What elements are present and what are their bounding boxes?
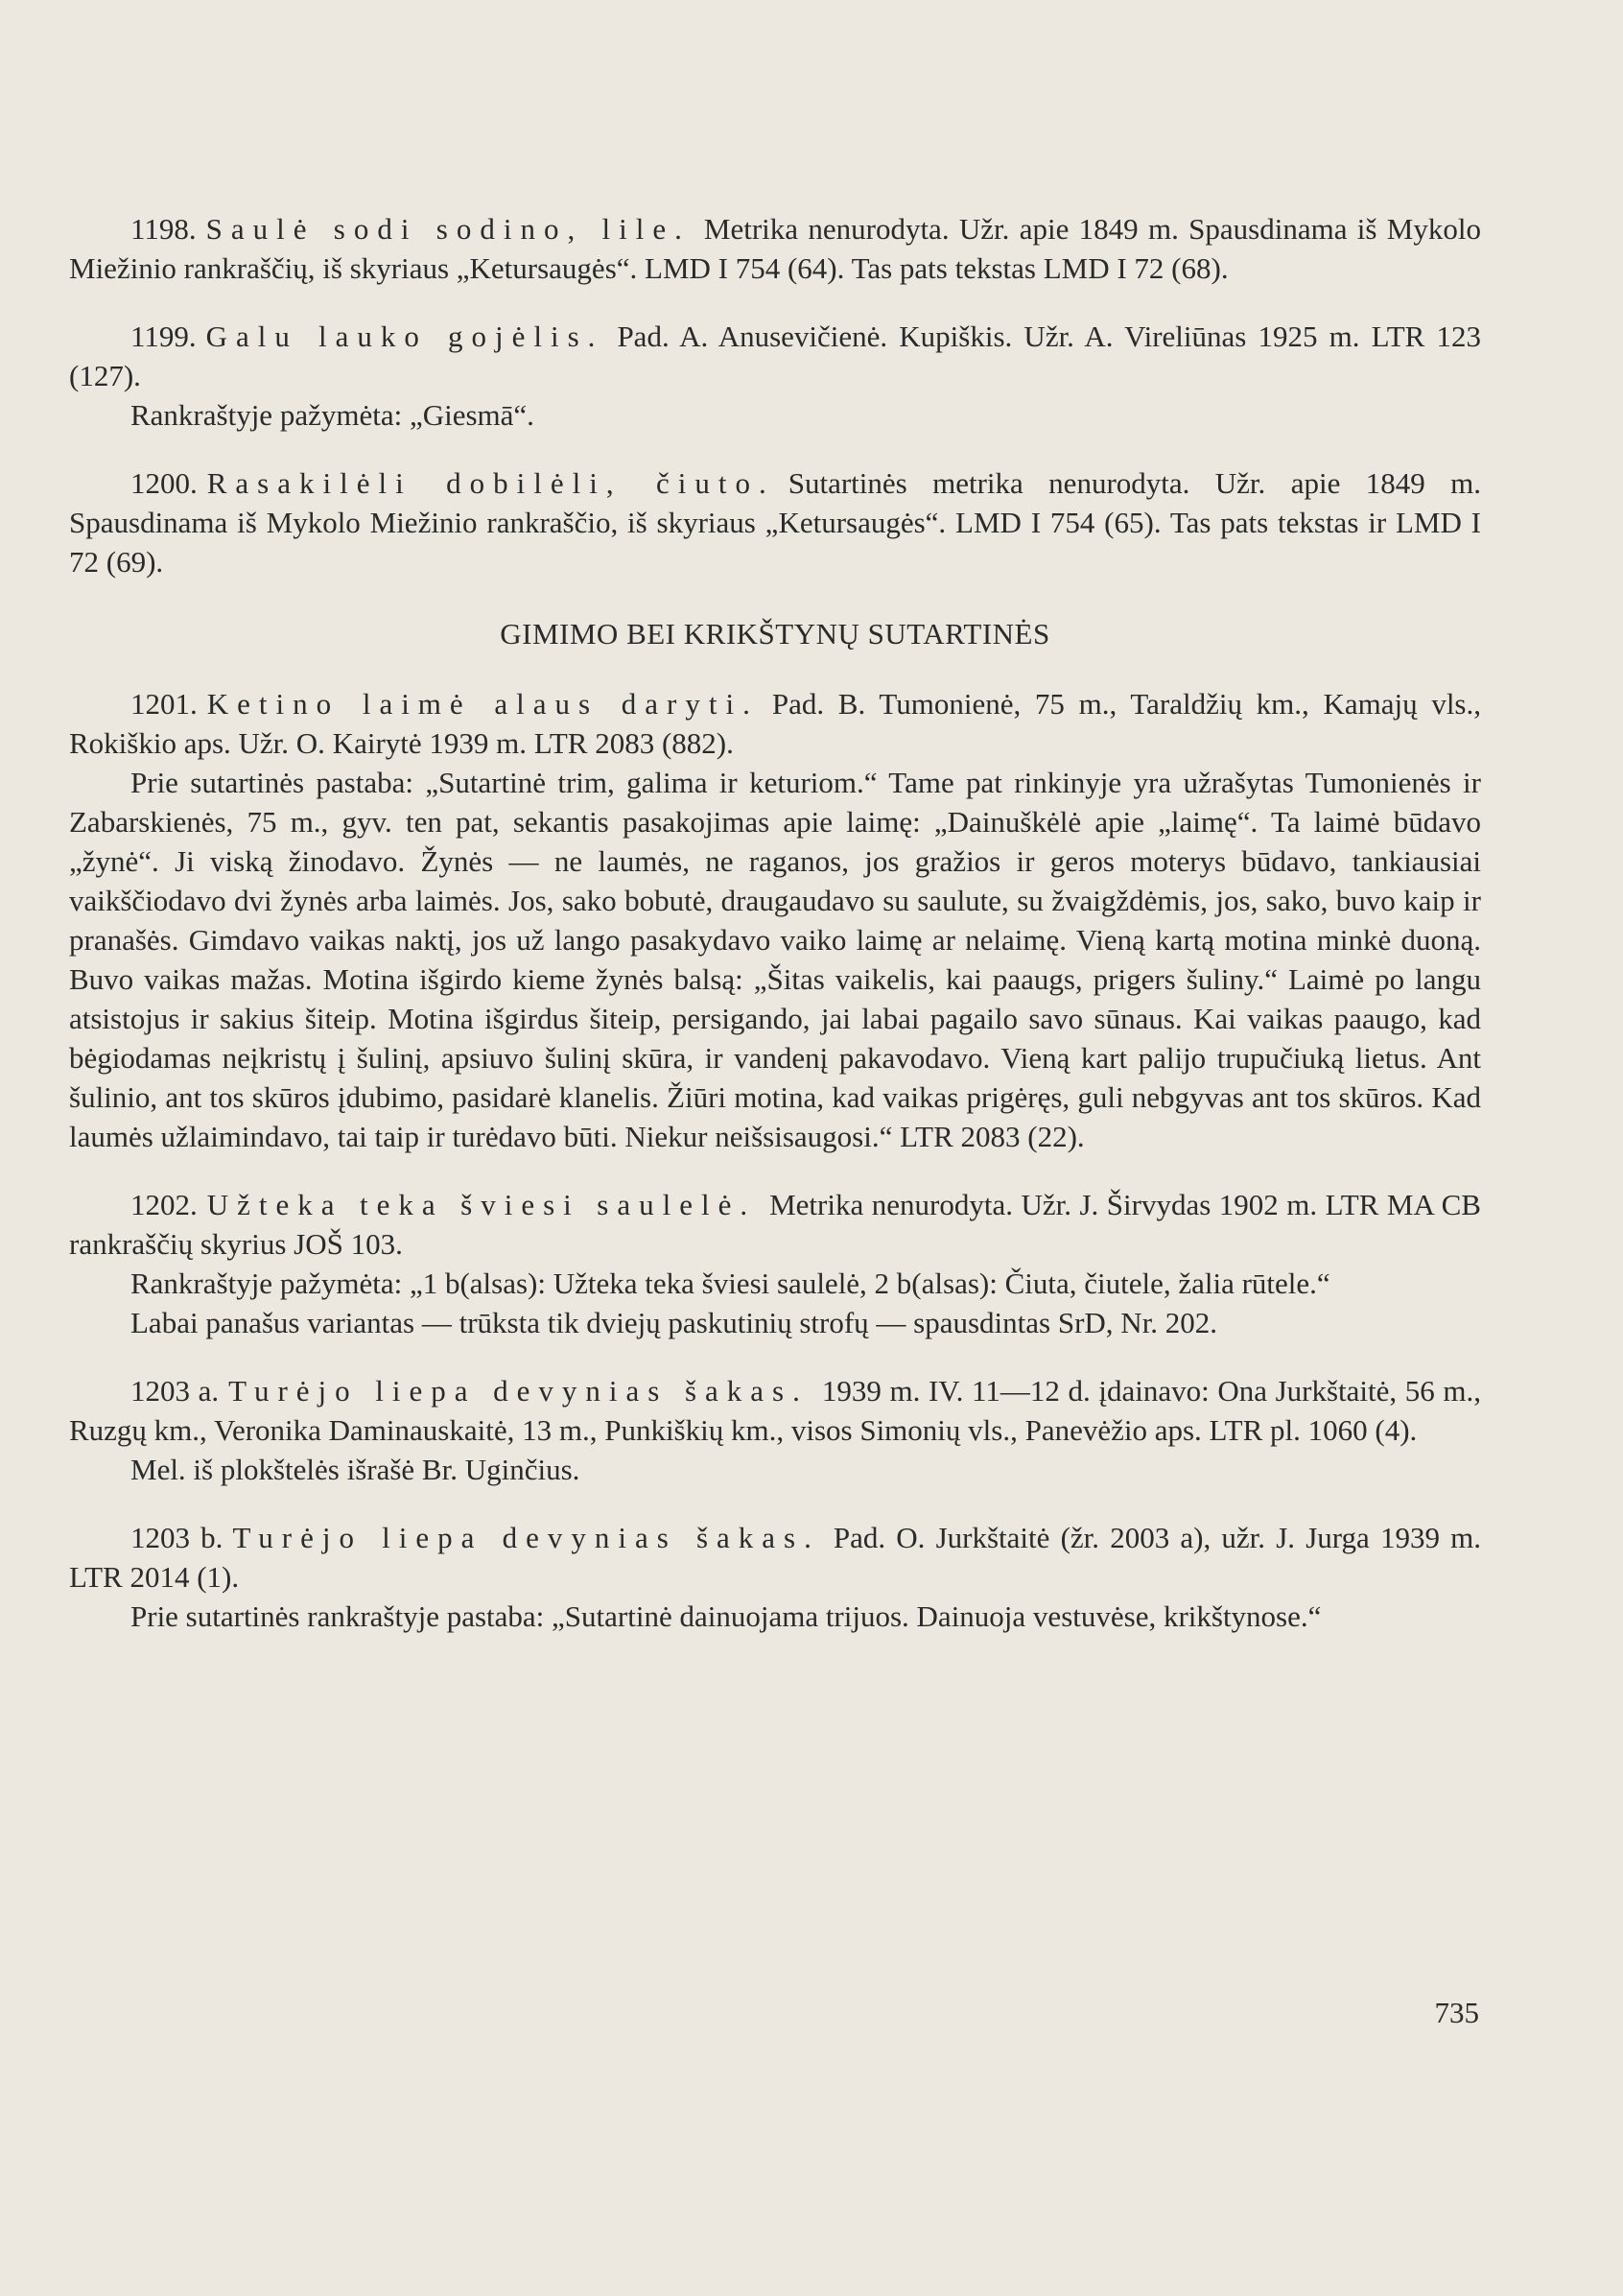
entry-note: Labai panašus variantas — trūksta tik dviejų paskutinių strofų — spausdintas SrD, Nr. 202. <box>130 1306 1218 1339</box>
entry-note: Rankraštyje pažymėta: „1 b(alsas): Užteka teka šviesi saulelė, 2 b(alsas): Čiuta, čiutele, žalia rūtele.“ <box>130 1266 1330 1300</box>
entry-number: 1200. <box>130 466 198 500</box>
entry-number: 1198. <box>130 212 197 246</box>
entry-1200 <box>69 463 1481 581</box>
entry-number: 1202. <box>130 1188 198 1221</box>
entry-note: Prie sutartinės pastaba: „Sutartinė trim, galima ir keturiom.“ Tame pat rinkinyje yra užrašytas Tumonienės ir Zabarskienės, 75 m., gyv. ten pat, sekantis pasakojimas apie laimę: „Dainuškėlė apie „laimę“. Ta laimė būdavo „žynė“. Ji viską žinodavo. Žynės — ne laumės, ne raganos, jos gražios ir geros moterys būdavo, tankiausiai vaikščiodavo dvi žynės arba laimės. Jos, sako bobutė, draugaudavo su saulute, su žvaigždėmis, jos, sako, buvo kaip ir pranašės. Gimdavo vaikas naktį, jos už lango pasakydavo vaiko laimę ar nelaimę. Vieną kartą motina minkė duoną. Buvo vaikas mažas. Motina išgirdo kieme žynės balsą: „Šitas vaikelis, kai paaugs, prigers šuliny.“ Laimė po langu atsistojus ir sakius šiteip. Motina išgirdus šiteip, persigando, jai labai pagailo savo sūnaus. Kai vaikas paaugo, kad bėgiodamas neįkristų į šulinį, apsiuvo šulinį skūra, ir vandenį pakavodavo. Vieną kart palijo trupučiuką lietus. Ant šulinio, ant tos skūros įdubimo, pasidarė klanelis. Žiūri motina, kad vaikas prigėręs, guli nebgyvas ant tos skūros. Kad laumės užlaimindavo, tai taip ir turėdavo būti. Niekur neišsisaugosi.“ LTR 2083 (22). <box>69 766 1481 1153</box>
entry-1198 <box>69 209 1481 288</box>
entry-number: 1199. <box>130 320 197 353</box>
entry-text: 1939 m. IV. 11—12 d. įdainavo: Ona Jurkštaitė, 56 m., Ruzgų km., Veronika Daminauskaitė, 13 m., Punkiškių km., visos Simonių vls., Panevėžio aps. LTR pl. 1060 (4). <box>69 1374 1481 1447</box>
entry-1202 <box>69 1185 1481 1342</box>
entry-text: Metrika nenurodyta. Užr. apie 1849 m. Spausdinama iš Mykolo Miežinio rankraščių, iš skyriaus „Ketursaugės“. LMD I 754 (64). Tas pats tekstas LMD I 72 (68). <box>69 212 1481 285</box>
entry-text: Pad. O. Jurkštaitė (žr. 2003 a), užr. J. Jurga 1939 m. LTR 2014 (1). <box>69 1521 1482 1594</box>
entry-title: Turėjo liepa devynias šakas. <box>232 1521 820 1554</box>
body-text <box>69 209 1481 1665</box>
entry-title: Galu lauko gojėlis. <box>205 320 604 353</box>
entry-note: Prie sutartinės rankraštyje pastaba: „Sutartinė dainuojama trijuos. Dainuoja vestuvėse, krikštynose.“ <box>130 1599 1322 1633</box>
entry-title: Saulė sodi sodino, lile. <box>205 212 691 246</box>
entry-note: Mel. iš plokštelės išrašė Br. Uginčius. <box>130 1453 580 1486</box>
entry-1203b <box>69 1518 1481 1636</box>
entry-title: Užteka teka šviesi saulelė. <box>206 1188 757 1221</box>
entry-text: Pad. A. Anusevičienė. Kupiškis. Užr. A. Vireliūnas 1925 m. LTR 123 (127). <box>69 320 1481 392</box>
entry-note: Rankraštyje pažymėta: „Giesmā“. <box>130 398 534 432</box>
entry-text: Sutartinės metrika nenurodyta. Užr. apie 1849 m. Spausdinama iš Mykolo Miežinio rankraščio, iš skyriaus „Ketursaugės“. LMD I 754 (65). Tas pats tekstas ir LMD I 72 (69). <box>69 466 1481 579</box>
entry-1203a <box>69 1371 1481 1489</box>
entry-title: Ketino laimė alaus daryti. <box>206 687 759 721</box>
entry-title: Rasakilėli dobilėli, čiuto. <box>206 466 775 500</box>
entry-text: Pad. B. Tumonienė, 75 m., Taraldžių km., Kamajų vls., Rokiškio aps. Užr. O. Kairytė 1939 m. LTR 2083 (882). <box>69 687 1481 760</box>
entry-number: 1203 a. <box>130 1374 220 1408</box>
entry-1201 <box>69 684 1481 1156</box>
entry-text: Metrika nenurodyta. Užr. J. Širvydas 1902 m. LTR MA CB rankraščių skyrius JOŠ 103. <box>69 1188 1481 1261</box>
entry-number: 1203 b. <box>130 1521 223 1554</box>
section-heading: GIMIMO BEI KRIKŠTYNŲ SUTARTINĖS <box>500 617 1050 651</box>
entry-number: 1201. <box>130 687 198 721</box>
entry-title: Turėjo liepa devynias šakas. <box>228 1374 809 1408</box>
entry-1199 <box>69 317 1481 435</box>
page-number: 735 <box>1434 1996 1479 2029</box>
